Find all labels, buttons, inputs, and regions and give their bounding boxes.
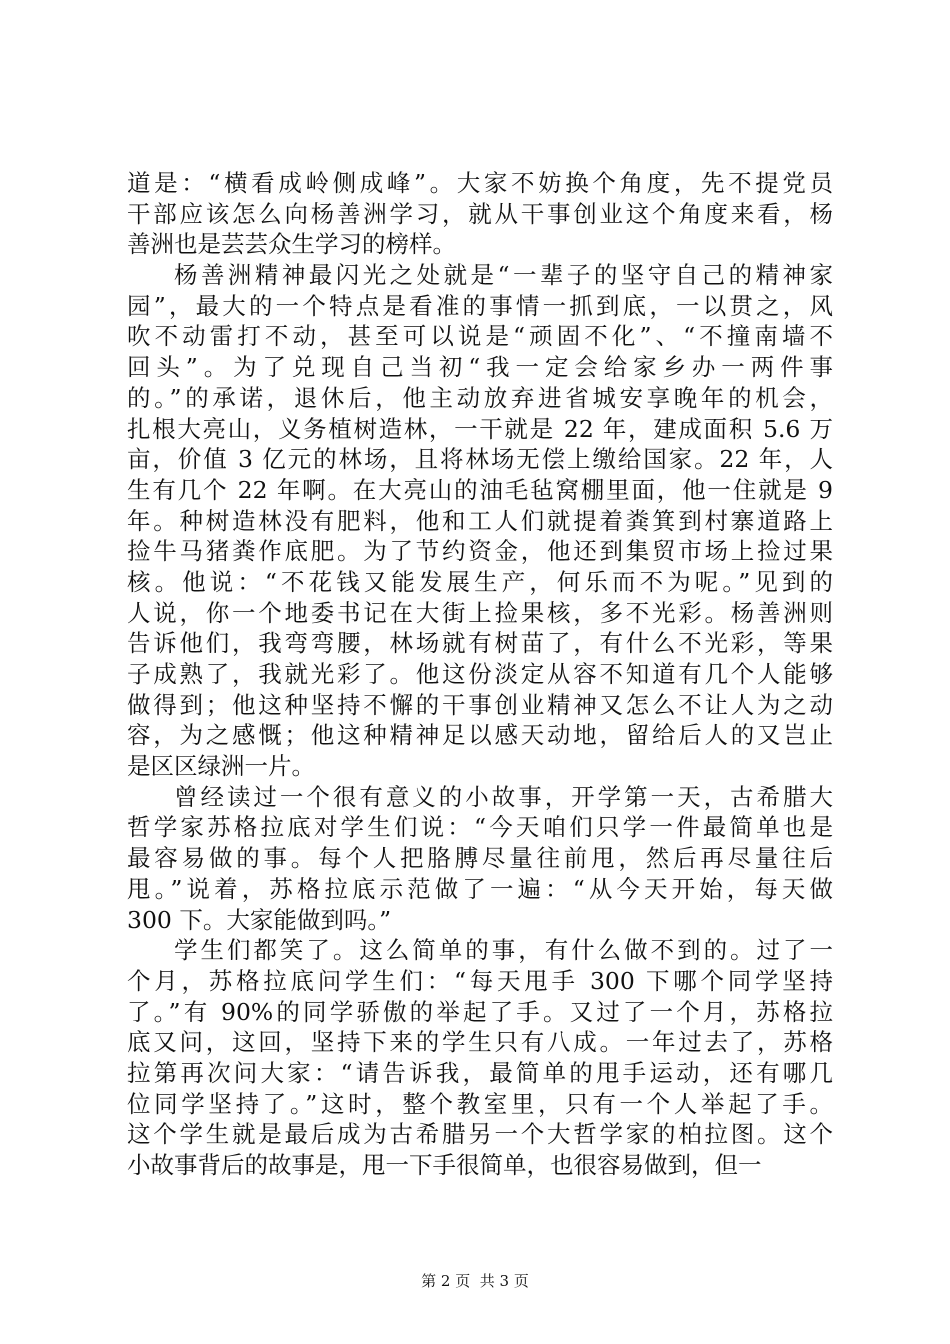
text-line: 是区区绿洲一片。: [127, 752, 315, 781]
page-number: 第 2 页: [421, 1272, 471, 1290]
paragraph: [127, 168, 833, 260]
text-line: 年。种树造林没有肥料，他和工人们就提着粪箕到村寨道路上: [127, 506, 833, 535]
text-line: 底又问，这回，坚持下来的学生只有八成。一年过去了，苏格: [127, 1028, 833, 1057]
text-line: 300 下。大家能做到吗。”: [127, 905, 392, 934]
text-line: 善洲也是芸芸众生学习的榜样。: [127, 230, 456, 259]
text-line: 小故事背后的故事是，甩一下手很简单，也很容易做到，但一: [127, 1151, 762, 1179]
text-line: 生有几个 22 年啊。在大亮山的油毛毡窝棚里面，他一住就是 9: [127, 475, 833, 504]
text-line: 最容易做的事。每个人把胳膊尽量往前甩，然后再尽量往后: [127, 844, 833, 873]
text-line: 位同学坚持了。”这时，整个教室里，只有一个人举起了手。: [127, 1089, 833, 1118]
paragraph: [127, 260, 833, 782]
text-line: 人说，你一个地委书记在大街上捡果核，多不光彩。杨善洲则: [127, 598, 833, 627]
text-line: 亩，价值 3 亿元的林场，且将林场无偿上缴给国家。22 年，人: [127, 445, 833, 474]
text-line: 甩。”说着，苏格拉底示范做了一遍：“从今天开始，每天做: [127, 874, 833, 903]
text-line: 扎根大亮山，义务植树造林，一干就是 22 年，建成面积 5.6 万: [127, 414, 833, 443]
text-line: 做得到；他这种坚持不懈的干事创业精神又怎么不让人为之动: [127, 690, 833, 719]
paragraph: [127, 782, 833, 935]
text-line: 核。他说：“不花钱又能发展生产，何乐而不为呢。”见到的: [127, 567, 833, 596]
text-line: 了。”有 90%的同学骄傲的举起了手。又过了一个月，苏格拉: [127, 997, 833, 1026]
text-line: 园”，最大的一个特点是看准的事情一抓到底，一以贯之，风: [127, 291, 833, 320]
text-line: 干部应该怎么向杨善洲学习，就从干事创业这个角度来看，杨: [127, 199, 833, 228]
text-line: 捡牛马猪粪作底肥。为了节约资金，他还到集贸市场上捡过果: [127, 537, 833, 566]
text-line: 学生们都笑了。这么简单的事，有什么做不到的。过了一: [174, 936, 833, 965]
text-line: 杨善洲精神最闪光之处就是“一辈子的坚守自己的精神家: [174, 261, 833, 290]
text-line: 道是：“横看成岭侧成峰”。大家不妨换个角度，先不提党员: [127, 169, 833, 197]
paragraph: [127, 935, 833, 1181]
page-total: 共 3 页: [479, 1272, 529, 1290]
text-line: 子成熟了，我就光彩了。他这份淡定从容不知道有几个人能够: [127, 660, 833, 688]
text-line: 这个学生就是最后成为古希腊另一个大哲学家的柏拉图。这个: [127, 1120, 833, 1149]
text-line: 曾经读过一个很有意义的小故事，开学第一天，古希腊大: [174, 782, 833, 811]
text-line: 吹不动雷打不动，甚至可以说是“顽固不化”、“不撞南墙不: [127, 322, 833, 351]
document-body: [127, 168, 833, 1181]
text-line: 个月，苏格拉底问学生们：“每天甩手 300 下哪个同学坚持: [127, 966, 833, 995]
text-line: 告诉他们，我弯弯腰，林场就有树苗了，有什么不光彩，等果: [127, 629, 833, 658]
text-line: 哲学家苏格拉底对学生们说：“今天咱们只学一件最简单也是: [127, 813, 833, 842]
page-footer: [0, 1271, 950, 1291]
text-line: 的。”的承诺，退休后，他主动放弃进省城安享晚年的机会，: [127, 383, 833, 412]
text-line: 拉第再次问大家：“请告诉我，最简单的甩手运动，还有哪几: [127, 1058, 833, 1087]
text-line: 容，为之感慨；他这种精神足以感天动地，留给后人的又岂止: [127, 721, 833, 750]
text-line: 回头”。为了兑现自己当初“我一定会给家乡办一两件事: [127, 353, 833, 382]
